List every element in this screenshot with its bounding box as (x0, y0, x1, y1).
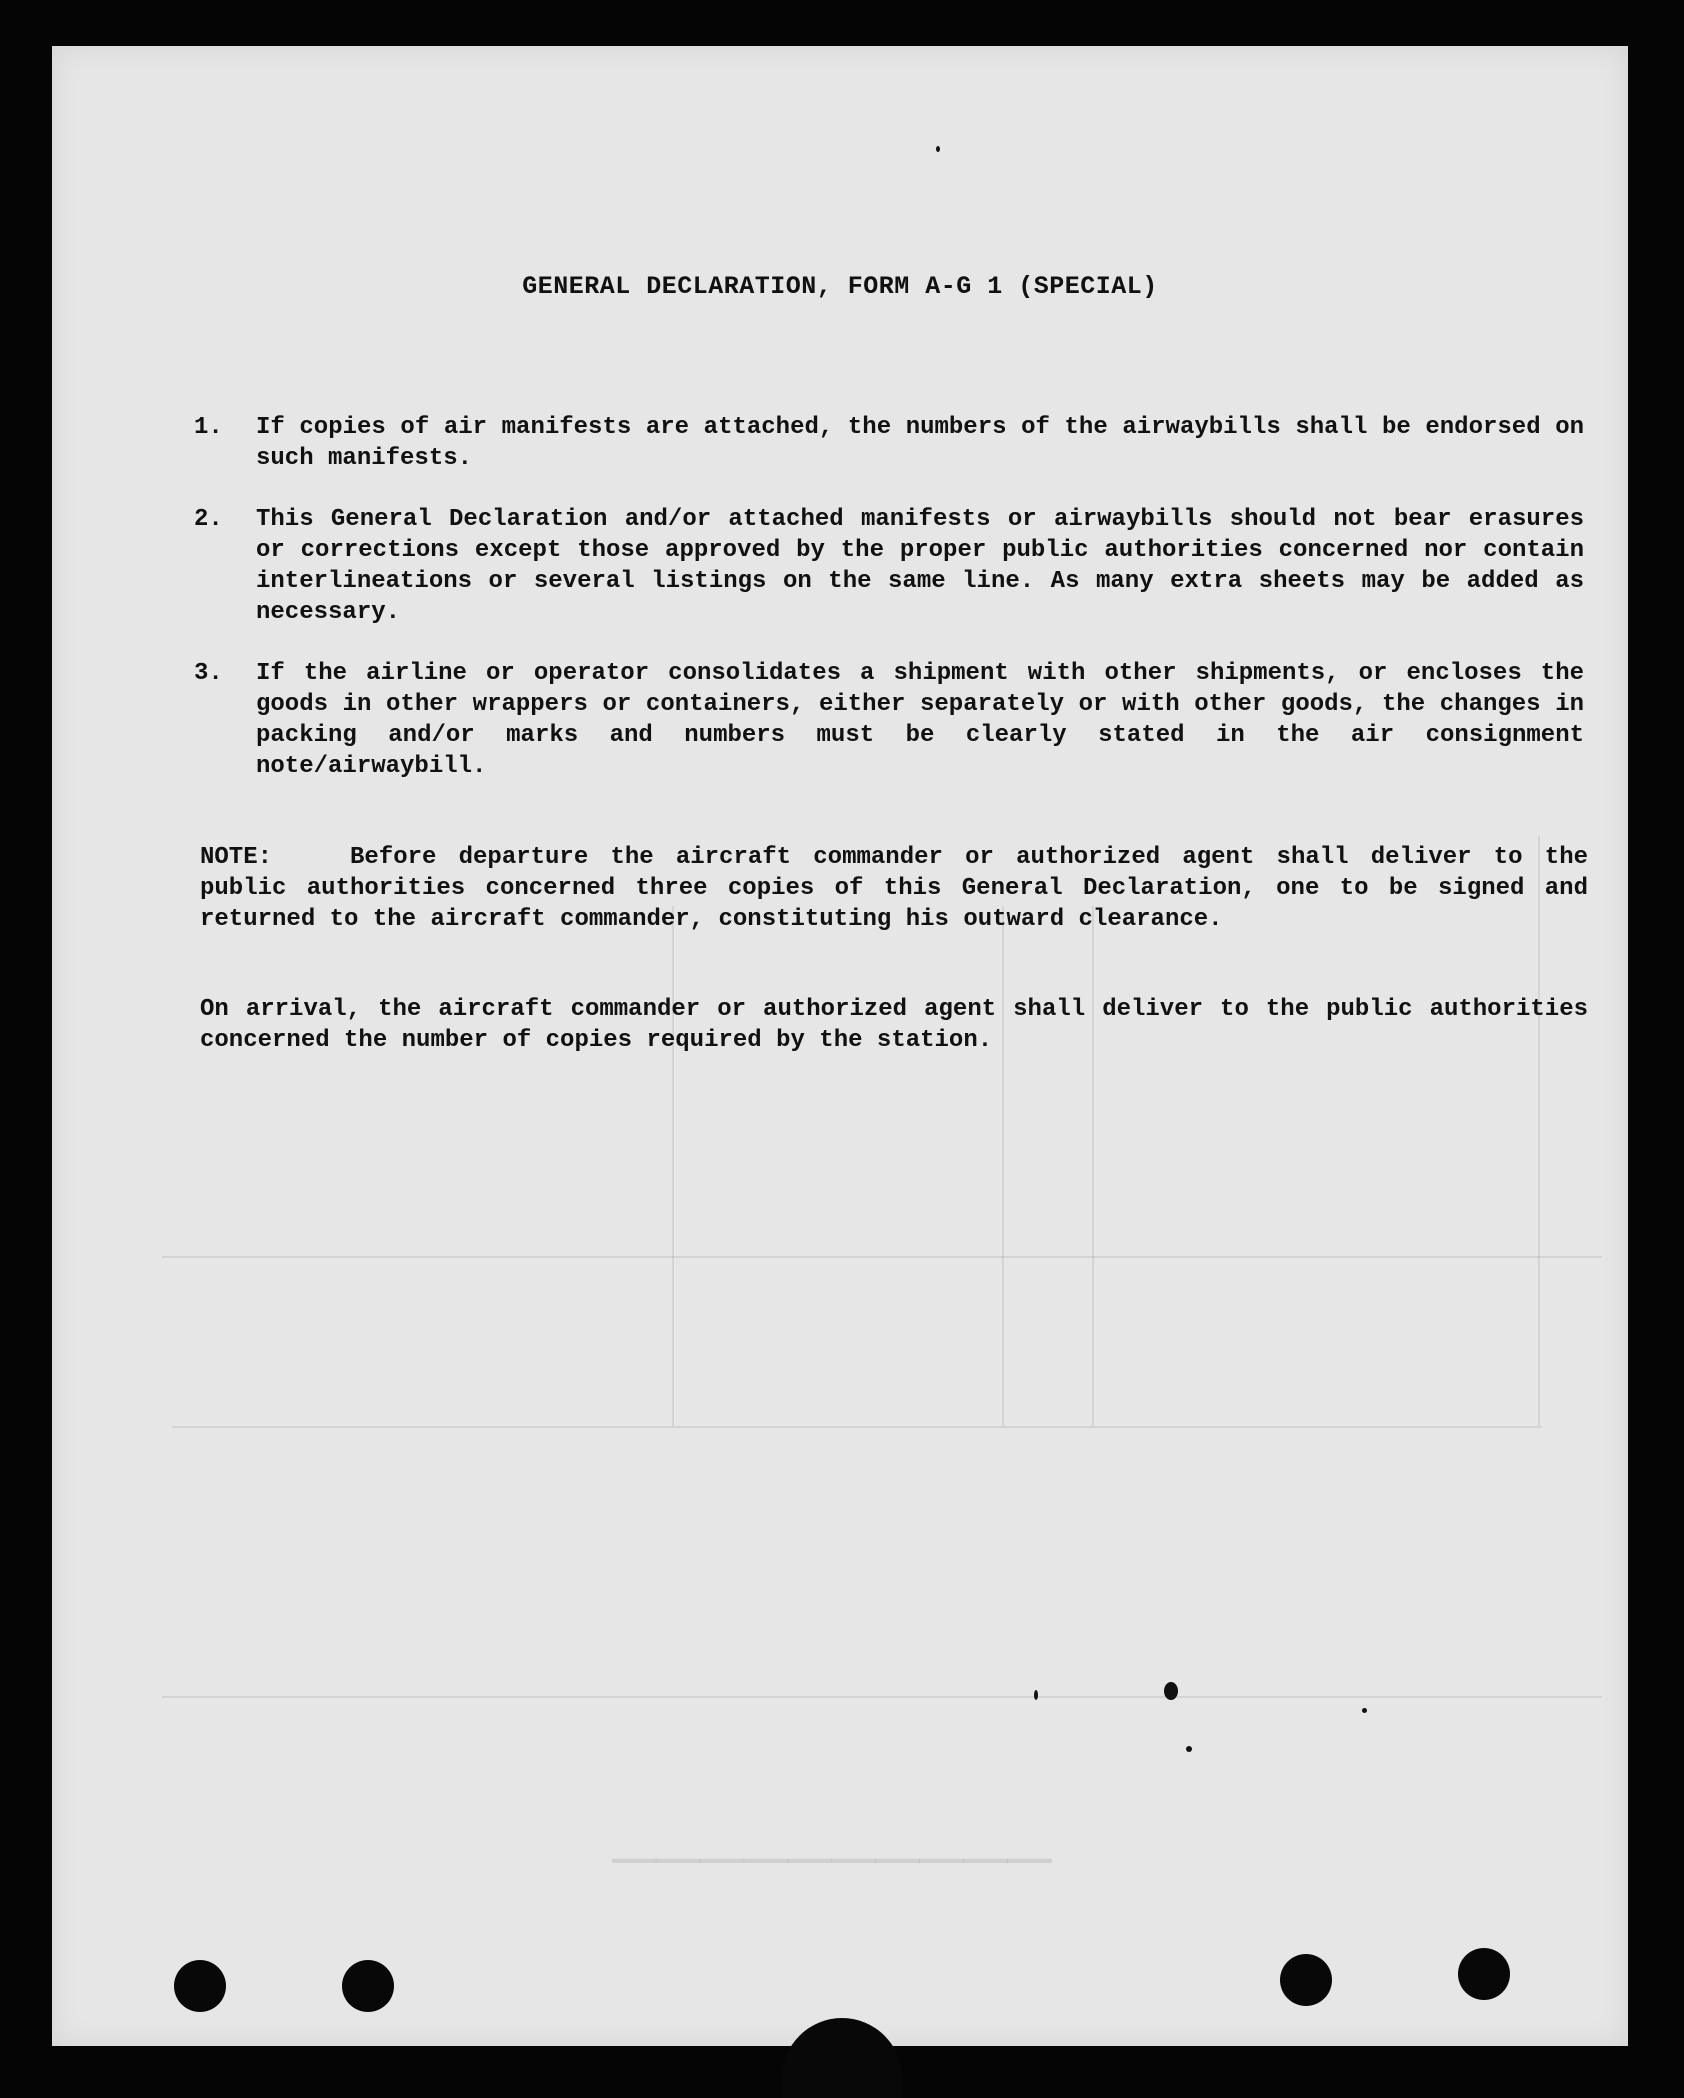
ink-speck (1034, 1690, 1038, 1700)
show-through-rule (1002, 906, 1004, 1426)
note-label: NOTE: (200, 844, 273, 871)
list-item-number: 3. (194, 660, 223, 687)
note-paragraph (200, 842, 1588, 935)
ink-speck (1186, 1746, 1192, 1752)
punch-hole (174, 1960, 226, 2012)
punch-hole (342, 1960, 394, 2012)
punch-hole (1458, 1948, 1510, 2000)
arrival-paragraph: On arrival, the aircraft commander or authorized agent shall deliver to the public authorities concerned the number of copies required by the station. (200, 996, 1588, 1054)
show-through-rule (672, 906, 674, 1426)
torn-edge (782, 2018, 902, 2098)
show-through-rule (1092, 906, 1094, 1426)
show-through-rule (162, 1256, 1602, 1258)
list-item-text: If the airline or operator consolidates a shipment with other shipments, or encloses the goods in other wrappers or containers, either separately or with other goods, the changes in packing and/or marks and numbers must be clearly stated in the air consignment note/airwaybill. (256, 660, 1584, 780)
list-item-number: 2. (194, 506, 223, 533)
list-item-text: If copies of air manifests are attached, the numbers of the airwaybills shall be endorsed on such manifests. (256, 414, 1584, 472)
ink-speck (1362, 1708, 1367, 1713)
ink-speck (936, 146, 940, 152)
show-through-rule (162, 1696, 1602, 1698)
list-item-number: 1. (194, 414, 223, 441)
punch-hole (1280, 1954, 1332, 2006)
show-through-rule (172, 1426, 1542, 1428)
list-item (194, 504, 1584, 628)
ink-speck (1164, 1682, 1178, 1700)
page-title: GENERAL DECLARATION, FORM A-G 1 (SPECIAL) (522, 272, 1158, 301)
show-through-ghost: ────────── (612, 1828, 1052, 1896)
document-page (52, 46, 1628, 2046)
list-item (194, 658, 1584, 782)
note-text: Before departure the aircraft commander or authorized agent shall deliver to the public authorities concerned three copies of this General Declaration, one to be signed and returned to the aircraft commander, constituting his outward clearance. (200, 844, 1588, 933)
list-item-text: This General Declaration and/or attached manifests or airwaybills should not bear erasures or corrections except those approved by the proper public authorities concerned nor contain interlineations or several listings on the same line. As many extra sheets may be added as necessary. (256, 506, 1584, 626)
list-item (194, 412, 1584, 474)
